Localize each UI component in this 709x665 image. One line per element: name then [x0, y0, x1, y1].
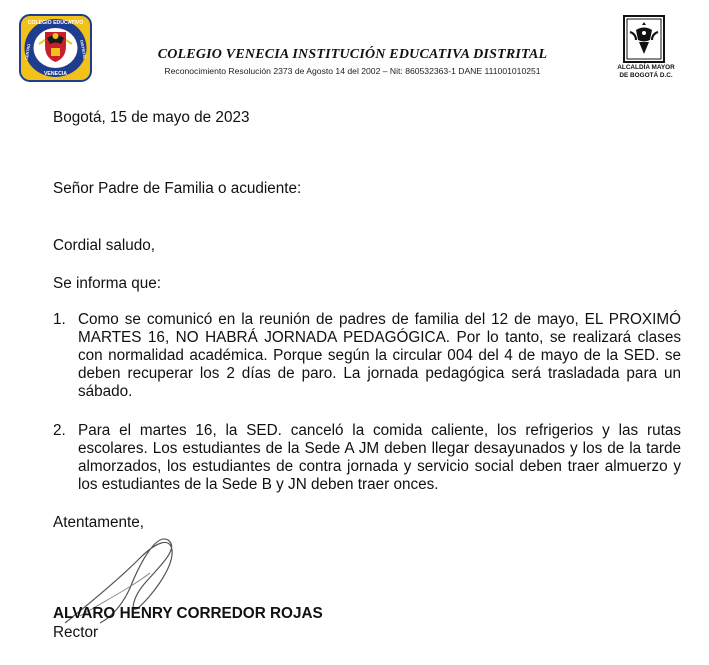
alcaldia-line2: DE BOGOTÁ D.C.	[619, 72, 673, 79]
school-recognition: Reconocimiento Resolución 2373 de Agosto 14 del 2002 – Nit: 860532363-1 DANE 111001010251	[164, 66, 541, 76]
list-item: Como se comunicó en la reunión de padres de familia del 12 de mayo, EL PROXIMÓ MARTES 16, NO HABRÁ JORNADA PEDAGÓGICA. Por lo tanto, se realizará clases con normalidad académica. Porque según la circular 004 del 4 de mayo de la SED. se deben recuperar los 2 días de paro. La jornada pedagógica será trasladada para un sábado.	[78, 311, 681, 400]
letter-date: Bogotá, 15 de mayo de 2023	[53, 109, 250, 126]
letter-intro: Se informa que:	[53, 275, 161, 292]
list-item: Para el martes 16, la SED. canceló la comida caliente, los refrigerios y las rutas escolares. Los estudiantes de la Sede A JM deben llegar desayunados y los de la tarde almorzados, los estudiantes de contra jornada y servicio social deben traer almuerzo y los estudiantes de la Sede B y JN deben traer onces.	[78, 422, 681, 493]
school-name: COLEGIO VENECIA INSTITUCIÓN EDUCATIVA DISTRITAL	[157, 47, 548, 62]
logo-top-text: COLEGIO EDUCATIVO	[27, 20, 84, 26]
list-item-number: 1.	[53, 311, 66, 328]
signer-role: Rector	[53, 624, 99, 641]
signer-name: ALVARO HENRY CORREDOR ROJAS	[53, 605, 323, 622]
logo-right-text: DISTRITAL	[79, 39, 87, 60]
list-item-number: 2.	[53, 422, 66, 439]
letter-salutation: Cordial saludo,	[53, 237, 156, 254]
letter-closing: Atentamente,	[53, 514, 144, 531]
logo-bottom-text: VENECIA	[43, 71, 68, 77]
alcaldia-line1: ALCALDÍA MAYOR	[617, 64, 675, 71]
bogota-seal-icon	[622, 14, 666, 64]
alcaldia-label	[606, 64, 686, 80]
letter-recipient: Señor Padre de Familia o acudiente:	[53, 180, 302, 197]
logo-left-text: CENTRO	[24, 43, 32, 61]
